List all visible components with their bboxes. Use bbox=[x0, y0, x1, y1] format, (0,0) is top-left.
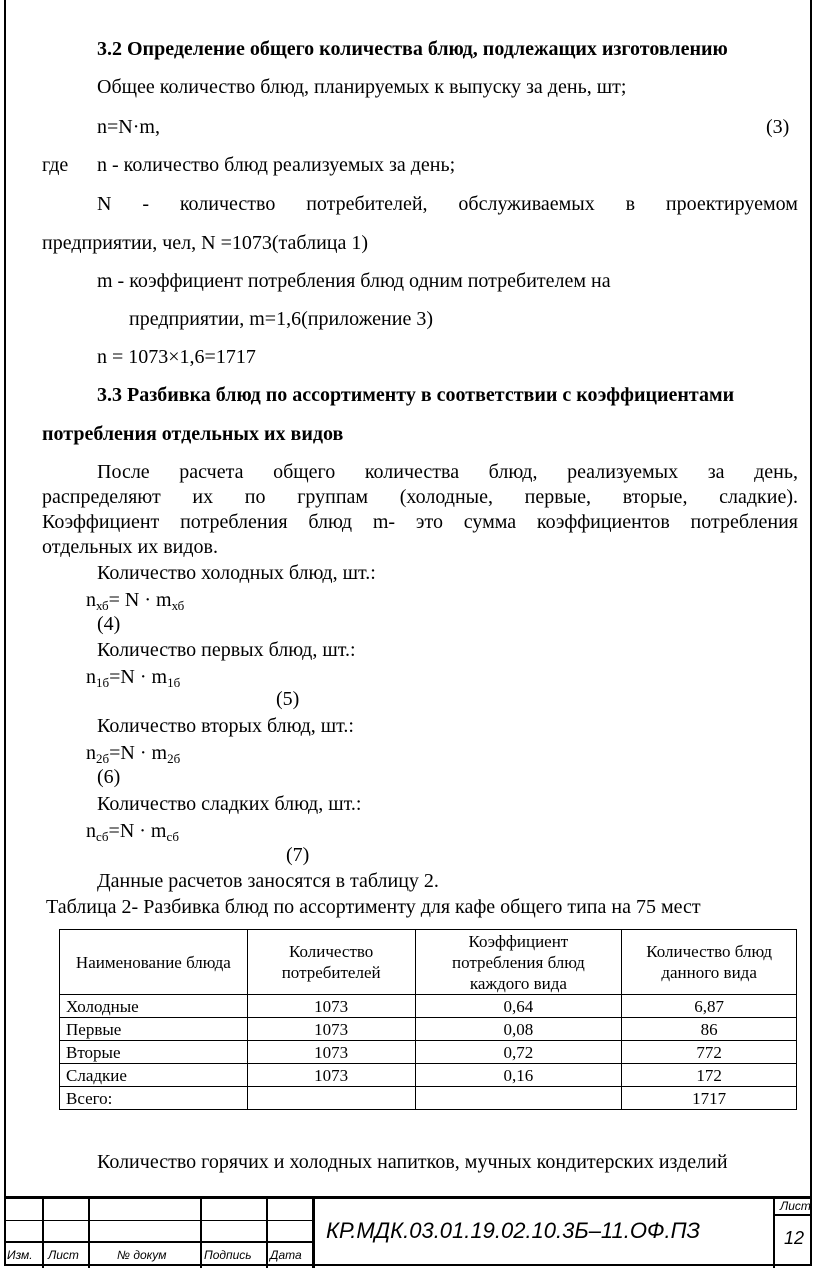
table-header-cell: Наименование блюда bbox=[60, 930, 248, 995]
data-note: Данные расчетов заносятся в таблицу 2. bbox=[97, 870, 439, 892]
table-row bbox=[60, 995, 797, 1018]
table-cell: 86 bbox=[622, 1018, 797, 1041]
definition-N-word: N bbox=[97, 193, 112, 215]
table-cell: 6,87 bbox=[622, 995, 797, 1018]
definition-N-word: количество bbox=[179, 193, 276, 215]
definition-m-line1: m - коэффициент потребления блюд одним потребителем на bbox=[97, 270, 611, 292]
table-cell: 0,16 bbox=[415, 1064, 622, 1087]
formula-sweet: $n_{сб}=N \cdot m_{сб}$ bbox=[86, 820, 180, 844]
definition-N-word: потребителей, bbox=[306, 193, 428, 215]
paragraph-line: Коэффициент потребления блюд m- это сумма коэффициентов потребления bbox=[42, 511, 798, 533]
paragraph-line: распределяют их по группам (холодные, первые, вторые, сладкие). bbox=[42, 486, 798, 508]
table-cell: 1073 bbox=[247, 1041, 415, 1064]
stamp-top-border bbox=[4, 1196, 812, 1199]
stamp-sheet-label: Лист bbox=[780, 1199, 811, 1213]
stamp-col-line bbox=[773, 1196, 775, 1268]
table-row bbox=[60, 1064, 797, 1087]
footer-paragraph: Количество горячих и холодных напитков, мучных кондитерских изделий bbox=[97, 1151, 728, 1173]
stamp-label-sheet: Лист bbox=[48, 1248, 79, 1262]
formula-6-number: (6) bbox=[97, 766, 121, 788]
calculation-n: n = 1073×1,6=1717 bbox=[97, 346, 256, 368]
definition-m-line2: предприятии, m=1,6(приложение 3) bbox=[129, 308, 434, 330]
formula-3-number: (3) bbox=[766, 116, 790, 138]
stamp-label-doc-number: № докум bbox=[117, 1248, 167, 1262]
table-cell bbox=[415, 1087, 622, 1110]
section-heading-3-3-line2: потребления отдельных их видов bbox=[42, 423, 344, 445]
definition-N-line2: предприятии, чел, N =1073(таблица 1) bbox=[42, 232, 369, 254]
second-dishes-label: Количество вторых блюд, шт.: bbox=[97, 715, 354, 737]
section-heading-3-2: 3.2 Определение общего количества блюд, подлежащих изготовлению bbox=[97, 38, 728, 60]
where-label: где bbox=[42, 154, 69, 176]
table-cell: 0,72 bbox=[415, 1041, 622, 1064]
stamp-label-signature: Подпись bbox=[204, 1248, 252, 1262]
table-cell bbox=[247, 1087, 415, 1110]
definition-n: n - количество блюд реализуемых за день; bbox=[97, 154, 456, 176]
paragraph-line: отдельных их видов. bbox=[42, 536, 218, 558]
table-header-row bbox=[60, 930, 797, 995]
formula-3: n=N·m, bbox=[97, 116, 160, 138]
table-caption: Таблица 2- Разбивка блюд по ассортименту для кафе общего типа на 75 мест bbox=[46, 896, 701, 918]
definition-N-word: - bbox=[142, 193, 149, 215]
title-block-stamp bbox=[4, 1196, 812, 1268]
formula-first: $n_{1б}=N \cdot m_{1б}$ bbox=[86, 666, 181, 690]
table-cell: 1073 bbox=[247, 1064, 415, 1087]
cold-dishes-label: Количество холодных блюд, шт.: bbox=[97, 562, 376, 584]
table-cell: Холодные bbox=[60, 995, 248, 1018]
table-cell: 1073 bbox=[247, 995, 415, 1018]
table-cell: Первые bbox=[60, 1018, 248, 1041]
table-cell: 772 bbox=[622, 1041, 797, 1064]
table-header-cell: Количество блюд данного вида bbox=[622, 930, 797, 995]
stamp-col-line bbox=[266, 1196, 268, 1268]
table-total-row bbox=[60, 1087, 797, 1110]
stamp-col-line bbox=[88, 1196, 90, 1268]
definition-N-word: проектируемом bbox=[665, 193, 798, 215]
table-cell: 172 bbox=[622, 1064, 797, 1087]
table-cell: Вторые bbox=[60, 1041, 248, 1064]
stamp-col-line bbox=[42, 1196, 44, 1268]
paragraph-line: После расчета общего количества блюд, реализуемых за день, bbox=[97, 461, 798, 483]
stamp-document-code: КР.МДК.03.01.19.02.10.3Б–11.ОФ.ПЗ bbox=[326, 1218, 701, 1243]
paragraph-total-dishes: Общее количество блюд, планируемых к выпуску за день, шт; bbox=[97, 76, 627, 98]
stamp-label-change: Изм. bbox=[7, 1248, 33, 1262]
definition-N-word: в bbox=[625, 193, 636, 215]
stamp-label-date: Дата bbox=[270, 1248, 302, 1262]
table-cell: Сладкие bbox=[60, 1064, 248, 1087]
table-row bbox=[60, 1041, 797, 1064]
formula-7-number: (7) bbox=[286, 844, 310, 866]
sweet-dishes-label: Количество сладких блюд, шт.: bbox=[97, 793, 362, 815]
table-cell: 0,08 bbox=[415, 1018, 622, 1041]
section-heading-3-3-line1: 3.3 Разбивка блюд по ассортименту в соответствии с коэффициентами bbox=[97, 384, 735, 406]
formula-5-number: (5) bbox=[276, 688, 300, 710]
table-cell: 1717 bbox=[622, 1087, 797, 1110]
dishes-table bbox=[59, 929, 797, 1110]
formula-4-number: (4) bbox=[97, 613, 121, 635]
table-header-cell: Коэффициент потребления блюд каждого вида bbox=[415, 930, 622, 995]
definition-N-line1 bbox=[97, 192, 798, 216]
formula-second: $n_{2б}=N \cdot m_{2б}$ bbox=[86, 742, 181, 766]
first-dishes-label: Количество первых блюд, шт.: bbox=[97, 639, 356, 661]
table-cell: 0,64 bbox=[415, 995, 622, 1018]
stamp-row-line bbox=[773, 1214, 812, 1216]
stamp-col-line bbox=[312, 1196, 315, 1268]
formula-cold: $n_{хб}= N \cdot m_{хб}$ bbox=[86, 589, 185, 613]
table-row bbox=[60, 1018, 797, 1041]
stamp-sheet-number: 12 bbox=[784, 1228, 805, 1248]
stamp-col-line bbox=[200, 1196, 202, 1268]
definition-N-word: обслуживаемых bbox=[458, 193, 595, 215]
table-cell: Всего: bbox=[60, 1087, 248, 1110]
table-cell: 1073 bbox=[247, 1018, 415, 1041]
table-header-cell: Количество потребителей bbox=[247, 930, 415, 995]
